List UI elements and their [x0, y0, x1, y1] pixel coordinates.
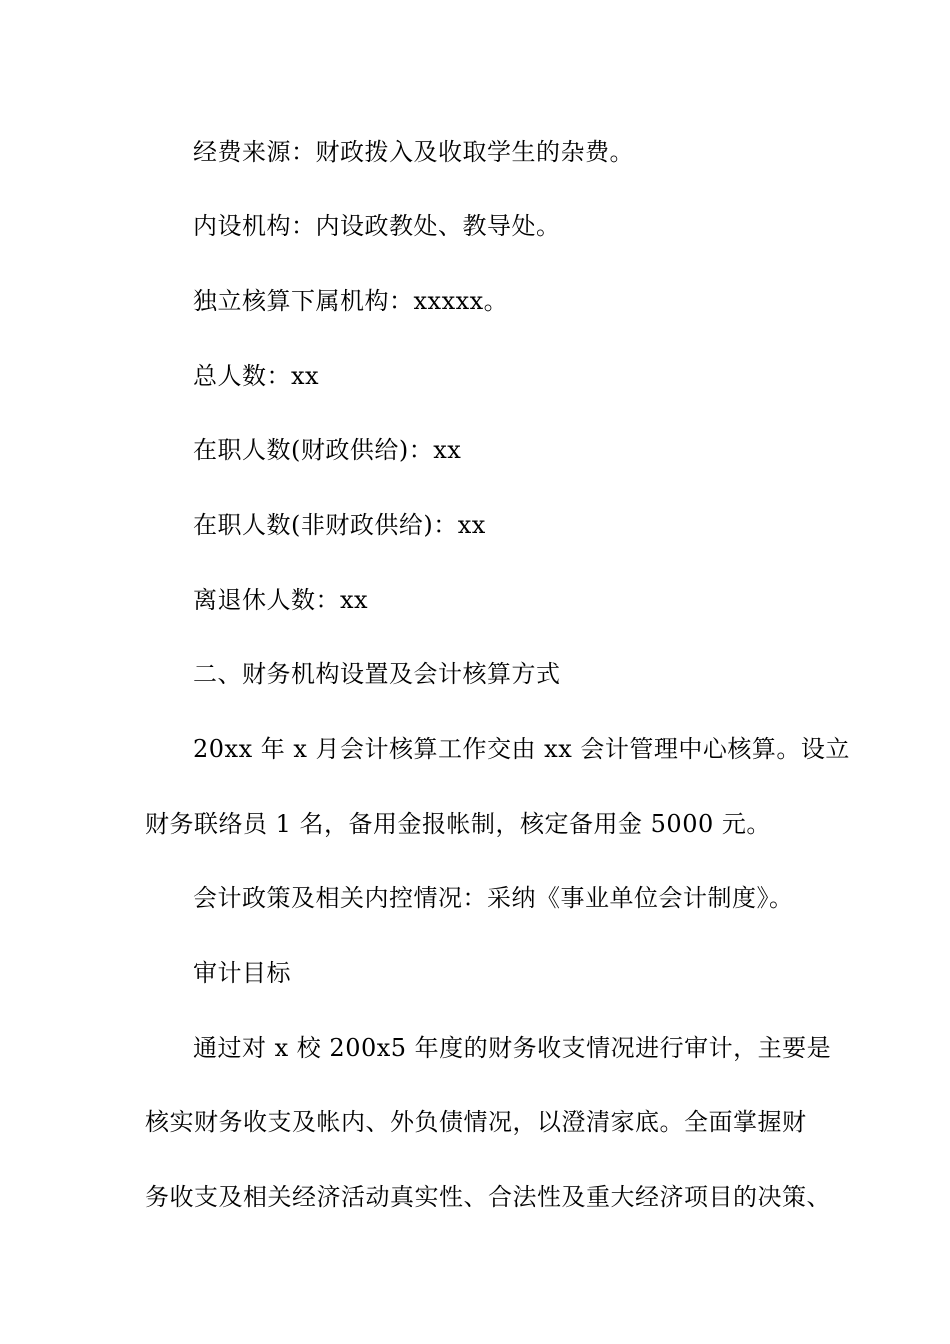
non-funded-staff-line: 在职人数(非财政供给)：xx: [193, 511, 486, 539]
funded-staff-line: 在职人数(财政供给)：xx: [193, 436, 462, 464]
funding-source-line: 经费来源：财政拨入及收取学生的杂费。: [193, 138, 634, 166]
accounting-policy-line: 会计政策及相关内控情况：采纳《事业单位会计制度》。: [193, 884, 794, 912]
internal-departments-line: 内设机构：内设政教处、教导处。: [193, 212, 561, 240]
subordinate-units-line: 独立核算下属机构：xxxxx。: [193, 287, 509, 315]
paragraph-line: 20xx 年 x 月会计核算工作交由 xx 会计管理中心核算。设立: [193, 735, 850, 763]
paragraph-line: 核实财务收支及帐内、外负债情况，以澄清家底。全面掌握财: [145, 1108, 807, 1136]
paragraph-line: 务收支及相关经济活动真实性、合法性及重大经济项目的决策、: [145, 1183, 831, 1211]
total-staff-line: 总人数：xx: [193, 362, 320, 390]
retired-staff-line: 离退休人数：xx: [193, 586, 369, 614]
paragraph-line: 通过对 x 校 200x5 年度的财务收支情况进行审计，主要是: [193, 1034, 832, 1062]
section-heading: 二、财务机构设置及会计核算方式: [193, 660, 561, 688]
paragraph-line: 财务联络员 1 名，备用金报帐制，核定备用金 5000 元。: [145, 810, 771, 838]
audit-objective-heading: 审计目标: [193, 959, 291, 987]
